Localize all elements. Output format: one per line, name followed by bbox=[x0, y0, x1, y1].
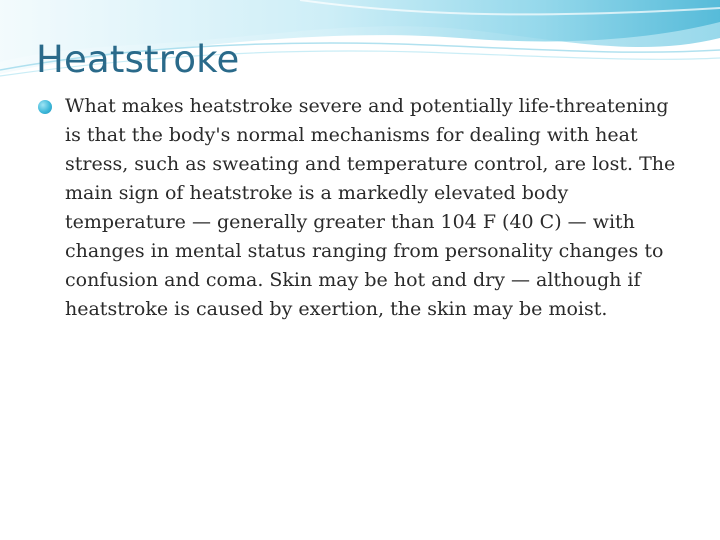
bullet-dot-icon bbox=[38, 100, 52, 114]
bullet-list bbox=[38, 92, 678, 324]
bullet-item bbox=[38, 92, 678, 324]
slide-title: Heatstroke bbox=[36, 38, 240, 81]
bullet-text: What makes heatstroke severe and potentially life-threatening is that the body's normal mechanisms for dealing with heat stress, such as sweating and temperature control, are lost. The main sign of heatstroke is a markedly elevated body temperature — generally greater than 104 F (40 C) — with changes in mental status ranging from personality changes to confusion and coma. Skin may be hot and dry — although if heatstroke is caused by exertion, the skin may be moist. bbox=[65, 95, 676, 320]
